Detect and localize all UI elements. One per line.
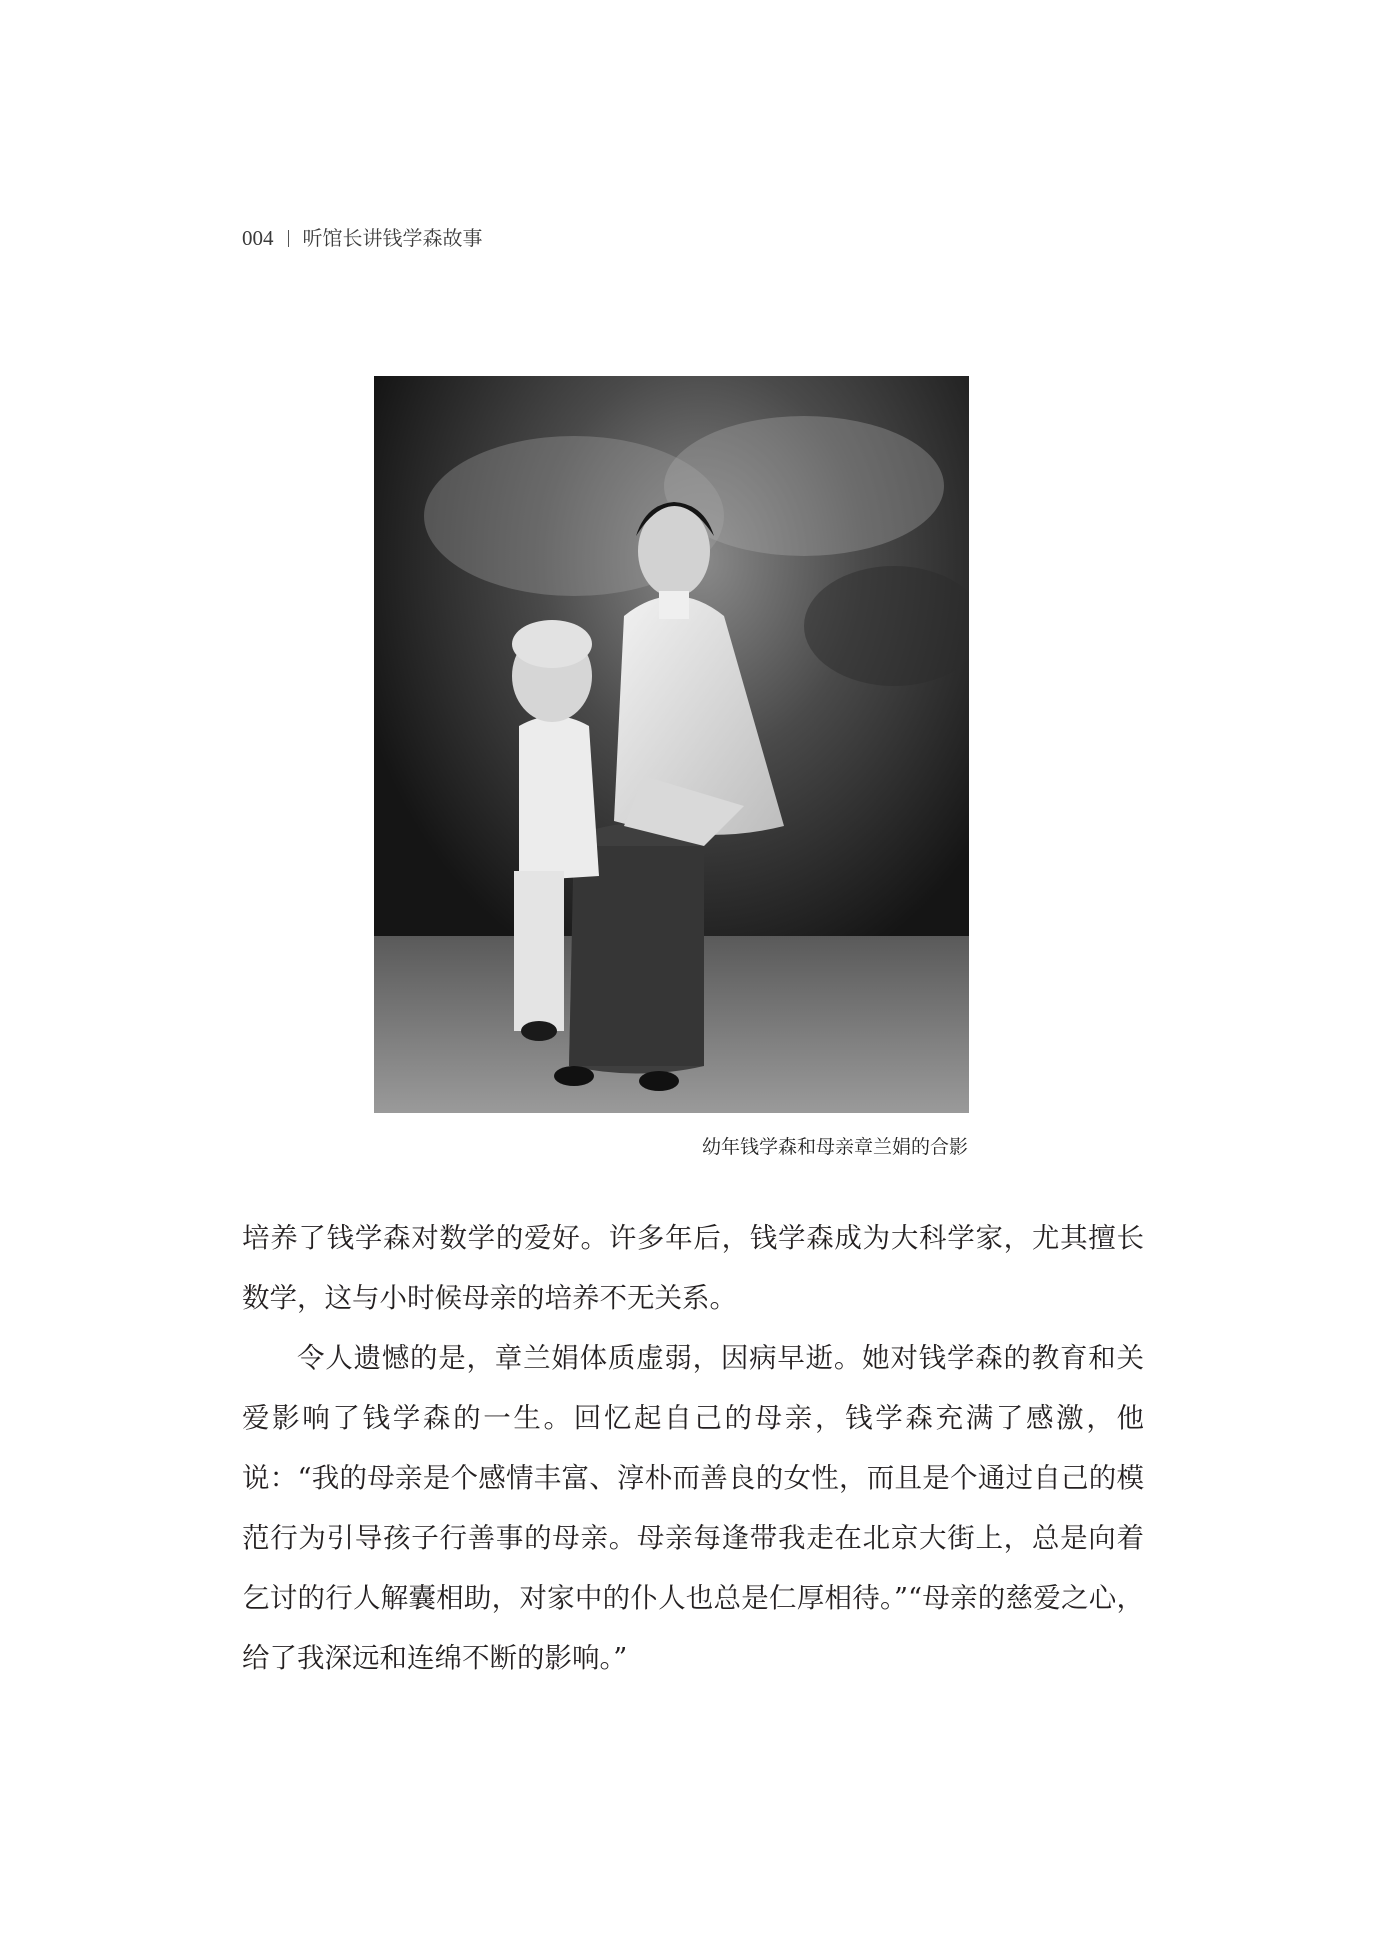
- running-header: [242, 222, 483, 251]
- photo-illustration: [374, 376, 969, 1113]
- historical-photo: [374, 376, 969, 1113]
- header-divider: [288, 230, 289, 247]
- paragraph-1: 培养了钱学森对数学的爱好。许多年后，钱学森成为大科学家，尤其擅长数学，这与小时候母亲的培养不无关系。: [242, 1222, 1144, 1314]
- paragraph-2: 令人遗憾的是，章兰娟体质虚弱，因病早逝。她对钱学森的教育和关爱影响了钱学森的一生。回忆起自己的母亲，钱学森充满了感激，他说：“我的母亲是个感情丰富、淳朴而善良的女性，而且是个通过自己的模范行为引导孩子行善事的母亲。母亲每逢带我走在北京大街上，总是向着乞讨的行人解囊相助，对家中的仆人也总是仁厚相待。”“母亲的慈爱之心，给了我深远和连绵不断的影响。”: [242, 1342, 1144, 1674]
- book-title: 听馆长讲钱学森故事: [302, 226, 483, 250]
- page-number: 004: [242, 226, 274, 250]
- photo-caption: 幼年钱学森和母亲章兰娟的合影: [701, 1136, 968, 1158]
- body-text: [242, 1208, 1144, 1688]
